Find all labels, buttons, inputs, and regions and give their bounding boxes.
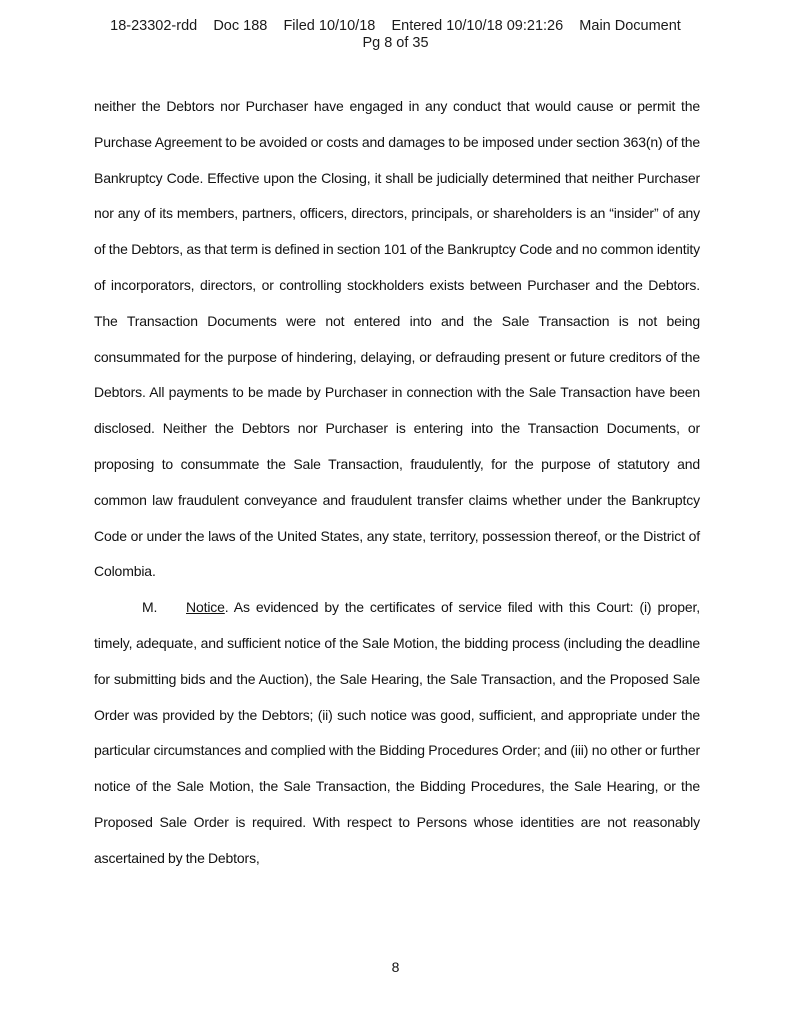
section-label: M. [142, 599, 158, 616]
court-filing-header [0, 18, 791, 52]
notice-text: As evidenced by the certificates of service filed with this Court: (i) proper, timely, adequate, and sufficient notice of the Sale Motion, the bidding process (including the deadline for submitting bids and the Auction), the Sale Hearing, the Sale Transaction, and the Proposed Sale Order was provided by the Debtors; (ii) such notice was good, sufficient, and appropriate under the particular circumstances and complied with the Bidding Procedures Order; and (iii) no other or further notice of the Sale Motion, the Sale Transaction, the Bidding Procedures, the Sale Hearing, or the Proposed Sale Order is required. With respect to Persons whose identities are not reasonably ascertained by the Debtors, [94, 599, 700, 866]
paragraph-continuation: neither the Debtors nor Purchaser have engaged in any conduct that would cause or permit the Purchase Agreement to be avoided or costs and damages to be imposed under section 363(n) of the Bankruptcy Code. Effective upon the Closing, it shall be judicially determined that neither Purchaser nor any of its members, partners, officers, directors, principals, or shareholders is an “insider” of any of the Debtors, as that term is defined in section 101 of the Bankruptcy Code and no common identity of incorporators, directors, or controlling stockholders exists between Purchaser and the Debtors. The Transaction Documents were not entered into and the Sale Transaction is not being consummated for the purpose of hindering, delaying, or defrauding present or future creditors of the Debtors. All payments to be made by Purchaser in connection with the Sale Transaction have been disclosed. Neither the Debtors nor Purchaser is entering into the Transaction Documents, or proposing to consummate the Sale Transaction, fraudulently, for the purpose of statutory and common law fraudulent conveyance and fraudulent transfer claims whether under the Bankruptcy Code or under the laws of the United States, any state, territory, possession thereof, or the District of Colombia. [94, 98, 700, 580]
page-number: 8 [391, 959, 400, 975]
section-heading-period: . [224, 599, 229, 616]
section-heading: Notice [186, 599, 225, 616]
document-body [94, 89, 700, 877]
filing-info-line: 18-23302-rdd Doc 188 Filed 10/10/18 Entered 10/10/18 09:21:26 Main Document [110, 18, 681, 34]
paragraph-notice [94, 590, 700, 876]
page-count-line: Pg 8 of 35 [362, 35, 429, 51]
